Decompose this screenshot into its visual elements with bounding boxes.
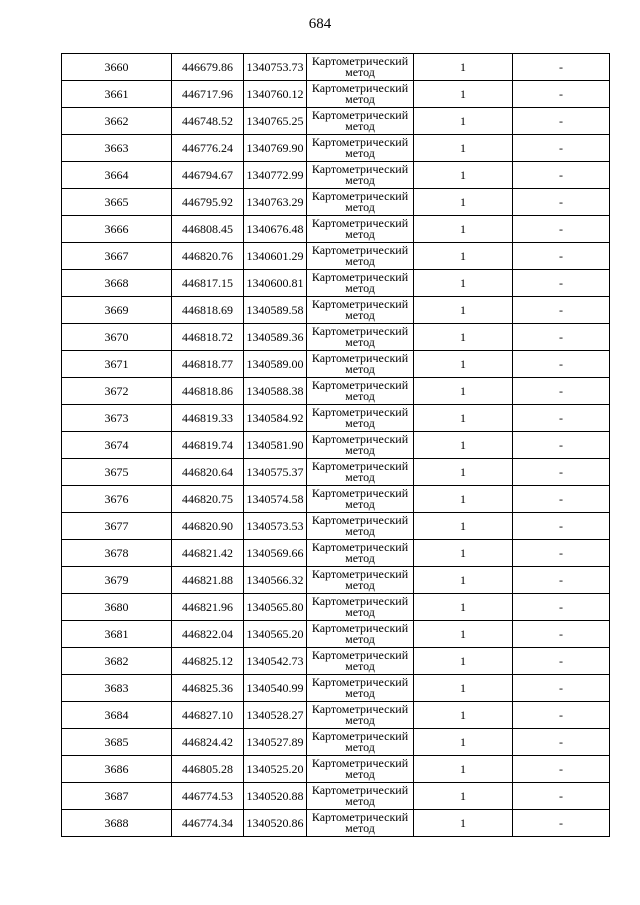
method-line-1: Картометрический bbox=[311, 810, 409, 824]
method-line-1: Картометрический bbox=[311, 783, 409, 797]
accuracy-cell: 1 bbox=[414, 810, 513, 837]
note-cell: - bbox=[513, 540, 610, 567]
y-coordinate-cell: 1340575.37 bbox=[244, 459, 307, 486]
method-cell bbox=[307, 648, 414, 675]
x-coordinate-cell: 446795.92 bbox=[172, 189, 244, 216]
y-coordinate-cell: 1340573.53 bbox=[244, 513, 307, 540]
x-coordinate-cell: 446794.67 bbox=[172, 162, 244, 189]
method-line-2: метод bbox=[345, 362, 375, 376]
method-line-2: метод bbox=[345, 308, 375, 322]
point-number-cell: 3660 bbox=[62, 54, 172, 81]
method-line-2: метод bbox=[345, 227, 375, 241]
x-coordinate-cell: 446818.72 bbox=[172, 324, 244, 351]
accuracy-cell: 1 bbox=[414, 675, 513, 702]
x-coordinate-cell: 446818.77 bbox=[172, 351, 244, 378]
point-number-cell: 3680 bbox=[62, 594, 172, 621]
method-line-2: метод bbox=[345, 767, 375, 781]
x-coordinate-cell: 446821.42 bbox=[172, 540, 244, 567]
table-row bbox=[62, 729, 610, 756]
accuracy-cell: 1 bbox=[414, 351, 513, 378]
y-coordinate-cell: 1340525.20 bbox=[244, 756, 307, 783]
y-coordinate-cell: 1340589.36 bbox=[244, 324, 307, 351]
method-line-2: метод bbox=[345, 821, 375, 835]
point-number-cell: 3686 bbox=[62, 756, 172, 783]
method-line-1: Картометрический bbox=[311, 162, 409, 176]
method-line-2: метод bbox=[345, 659, 375, 673]
method-line-2: метод bbox=[345, 254, 375, 268]
y-coordinate-cell: 1340581.90 bbox=[244, 432, 307, 459]
accuracy-cell: 1 bbox=[414, 459, 513, 486]
x-coordinate-cell: 446748.52 bbox=[172, 108, 244, 135]
point-number-cell: 3662 bbox=[62, 108, 172, 135]
table-row bbox=[62, 540, 610, 567]
method-line-1: Картометрический bbox=[311, 324, 409, 338]
x-coordinate-cell: 446774.34 bbox=[172, 810, 244, 837]
y-coordinate-cell: 1340769.90 bbox=[244, 135, 307, 162]
note-cell: - bbox=[513, 270, 610, 297]
note-cell: - bbox=[513, 594, 610, 621]
accuracy-cell: 1 bbox=[414, 54, 513, 81]
method-line-1: Картометрический bbox=[311, 594, 409, 608]
accuracy-cell: 1 bbox=[414, 189, 513, 216]
y-coordinate-cell: 1340527.89 bbox=[244, 729, 307, 756]
table-row bbox=[62, 216, 610, 243]
method-line-1: Картометрический bbox=[311, 135, 409, 149]
accuracy-cell: 1 bbox=[414, 621, 513, 648]
point-number-cell: 3681 bbox=[62, 621, 172, 648]
y-coordinate-cell: 1340589.00 bbox=[244, 351, 307, 378]
method-line-2: метод bbox=[345, 389, 375, 403]
y-coordinate-cell: 1340584.92 bbox=[244, 405, 307, 432]
table-row bbox=[62, 567, 610, 594]
method-line-2: метод bbox=[345, 713, 375, 727]
method-cell bbox=[307, 459, 414, 486]
accuracy-cell: 1 bbox=[414, 702, 513, 729]
point-number-cell: 3682 bbox=[62, 648, 172, 675]
y-coordinate-cell: 1340574.58 bbox=[244, 486, 307, 513]
point-number-cell: 3685 bbox=[62, 729, 172, 756]
y-coordinate-cell: 1340601.29 bbox=[244, 243, 307, 270]
x-coordinate-cell: 446820.64 bbox=[172, 459, 244, 486]
note-cell: - bbox=[513, 135, 610, 162]
page-number: 684 bbox=[308, 16, 332, 32]
accuracy-cell: 1 bbox=[414, 486, 513, 513]
point-number-cell: 3666 bbox=[62, 216, 172, 243]
method-line-2: метод bbox=[345, 497, 375, 511]
accuracy-cell: 1 bbox=[414, 81, 513, 108]
point-number-cell: 3675 bbox=[62, 459, 172, 486]
method-cell bbox=[307, 81, 414, 108]
method-line-1: Картометрический bbox=[311, 81, 409, 95]
y-coordinate-cell: 1340588.38 bbox=[244, 378, 307, 405]
method-line-1: Картометрический bbox=[311, 540, 409, 554]
note-cell: - bbox=[513, 216, 610, 243]
table-row bbox=[62, 405, 610, 432]
method-cell bbox=[307, 405, 414, 432]
method-line-1: Картометрический bbox=[311, 567, 409, 581]
method-line-1: Картометрический bbox=[311, 108, 409, 122]
y-coordinate-cell: 1340565.20 bbox=[244, 621, 307, 648]
table-row bbox=[62, 324, 610, 351]
point-number-cell: 3678 bbox=[62, 540, 172, 567]
note-cell: - bbox=[513, 756, 610, 783]
method-cell bbox=[307, 216, 414, 243]
point-number-cell: 3671 bbox=[62, 351, 172, 378]
note-cell: - bbox=[513, 729, 610, 756]
point-number-cell: 3688 bbox=[62, 810, 172, 837]
method-line-1: Картометрический bbox=[311, 513, 409, 527]
accuracy-cell: 1 bbox=[414, 297, 513, 324]
accuracy-cell: 1 bbox=[414, 270, 513, 297]
note-cell: - bbox=[513, 459, 610, 486]
point-number-cell: 3687 bbox=[62, 783, 172, 810]
table-row bbox=[62, 270, 610, 297]
y-coordinate-cell: 1340569.66 bbox=[244, 540, 307, 567]
method-cell bbox=[307, 675, 414, 702]
note-cell: - bbox=[513, 432, 610, 459]
note-cell: - bbox=[513, 648, 610, 675]
method-cell bbox=[307, 108, 414, 135]
x-coordinate-cell: 446822.04 bbox=[172, 621, 244, 648]
method-cell bbox=[307, 756, 414, 783]
table-row bbox=[62, 702, 610, 729]
method-line-2: метод bbox=[345, 794, 375, 808]
point-number-cell: 3683 bbox=[62, 675, 172, 702]
method-cell bbox=[307, 432, 414, 459]
x-coordinate-cell: 446818.86 bbox=[172, 378, 244, 405]
note-cell: - bbox=[513, 702, 610, 729]
method-cell bbox=[307, 243, 414, 270]
point-number-cell: 3684 bbox=[62, 702, 172, 729]
y-coordinate-cell: 1340589.58 bbox=[244, 297, 307, 324]
x-coordinate-cell: 446821.96 bbox=[172, 594, 244, 621]
x-coordinate-cell: 446819.74 bbox=[172, 432, 244, 459]
method-line-1: Картометрический bbox=[311, 54, 409, 68]
x-coordinate-cell: 446820.76 bbox=[172, 243, 244, 270]
point-number-cell: 3679 bbox=[62, 567, 172, 594]
note-cell: - bbox=[513, 162, 610, 189]
table-row bbox=[62, 621, 610, 648]
x-coordinate-cell: 446818.69 bbox=[172, 297, 244, 324]
x-coordinate-cell: 446808.45 bbox=[172, 216, 244, 243]
accuracy-cell: 1 bbox=[414, 378, 513, 405]
point-number-cell: 3676 bbox=[62, 486, 172, 513]
x-coordinate-cell: 446824.42 bbox=[172, 729, 244, 756]
note-cell: - bbox=[513, 621, 610, 648]
method-line-1: Картометрический bbox=[311, 432, 409, 446]
accuracy-cell: 1 bbox=[414, 216, 513, 243]
method-line-2: метод bbox=[345, 416, 375, 430]
table-row bbox=[62, 675, 610, 702]
method-line-1: Картометрический bbox=[311, 702, 409, 716]
method-cell bbox=[307, 351, 414, 378]
method-line-1: Картометрический bbox=[311, 189, 409, 203]
table-row bbox=[62, 810, 610, 837]
point-number-cell: 3673 bbox=[62, 405, 172, 432]
note-cell: - bbox=[513, 108, 610, 135]
method-cell bbox=[307, 54, 414, 81]
method-line-2: метод bbox=[345, 524, 375, 538]
x-coordinate-cell: 446817.15 bbox=[172, 270, 244, 297]
method-cell bbox=[307, 513, 414, 540]
method-cell bbox=[307, 189, 414, 216]
method-line-1: Картометрический bbox=[311, 729, 409, 743]
coordinates-table-body bbox=[62, 54, 610, 837]
y-coordinate-cell: 1340676.48 bbox=[244, 216, 307, 243]
method-line-2: метод bbox=[345, 200, 375, 214]
note-cell: - bbox=[513, 243, 610, 270]
table-row bbox=[62, 243, 610, 270]
note-cell: - bbox=[513, 810, 610, 837]
point-number-cell: 3674 bbox=[62, 432, 172, 459]
accuracy-cell: 1 bbox=[414, 756, 513, 783]
y-coordinate-cell: 1340763.29 bbox=[244, 189, 307, 216]
note-cell: - bbox=[513, 189, 610, 216]
y-coordinate-cell: 1340528.27 bbox=[244, 702, 307, 729]
x-coordinate-cell: 446819.33 bbox=[172, 405, 244, 432]
method-cell bbox=[307, 324, 414, 351]
method-line-2: метод bbox=[345, 119, 375, 133]
method-cell bbox=[307, 540, 414, 567]
method-line-1: Картометрический bbox=[311, 459, 409, 473]
x-coordinate-cell: 446679.86 bbox=[172, 54, 244, 81]
y-coordinate-cell: 1340520.86 bbox=[244, 810, 307, 837]
y-coordinate-cell: 1340753.73 bbox=[244, 54, 307, 81]
method-line-1: Картометрический bbox=[311, 243, 409, 257]
point-number-cell: 3670 bbox=[62, 324, 172, 351]
y-coordinate-cell: 1340760.12 bbox=[244, 81, 307, 108]
method-line-2: метод bbox=[345, 740, 375, 754]
x-coordinate-cell: 446820.75 bbox=[172, 486, 244, 513]
x-coordinate-cell: 446774.53 bbox=[172, 783, 244, 810]
note-cell: - bbox=[513, 513, 610, 540]
method-line-1: Картометрический bbox=[311, 621, 409, 635]
x-coordinate-cell: 446825.36 bbox=[172, 675, 244, 702]
method-line-1: Картометрический bbox=[311, 486, 409, 500]
note-cell: - bbox=[513, 351, 610, 378]
point-number-cell: 3677 bbox=[62, 513, 172, 540]
point-number-cell: 3672 bbox=[62, 378, 172, 405]
method-cell bbox=[307, 486, 414, 513]
note-cell: - bbox=[513, 783, 610, 810]
method-cell bbox=[307, 702, 414, 729]
coordinates-table bbox=[61, 53, 610, 837]
accuracy-cell: 1 bbox=[414, 513, 513, 540]
method-cell bbox=[307, 378, 414, 405]
accuracy-cell: 1 bbox=[414, 783, 513, 810]
method-line-2: метод bbox=[345, 605, 375, 619]
method-line-1: Картометрический bbox=[311, 648, 409, 662]
method-cell bbox=[307, 729, 414, 756]
table-row bbox=[62, 351, 610, 378]
method-line-1: Картометрический bbox=[311, 378, 409, 392]
accuracy-cell: 1 bbox=[414, 567, 513, 594]
note-cell: - bbox=[513, 54, 610, 81]
accuracy-cell: 1 bbox=[414, 432, 513, 459]
point-number-cell: 3667 bbox=[62, 243, 172, 270]
point-number-cell: 3661 bbox=[62, 81, 172, 108]
accuracy-cell: 1 bbox=[414, 135, 513, 162]
note-cell: - bbox=[513, 405, 610, 432]
method-cell bbox=[307, 621, 414, 648]
method-line-1: Картометрический bbox=[311, 351, 409, 365]
note-cell: - bbox=[513, 297, 610, 324]
method-line-2: метод bbox=[345, 281, 375, 295]
table-row bbox=[62, 756, 610, 783]
method-line-2: метод bbox=[345, 173, 375, 187]
x-coordinate-cell: 446825.12 bbox=[172, 648, 244, 675]
method-line-2: метод bbox=[345, 65, 375, 79]
x-coordinate-cell: 446776.24 bbox=[172, 135, 244, 162]
method-cell bbox=[307, 270, 414, 297]
accuracy-cell: 1 bbox=[414, 729, 513, 756]
accuracy-cell: 1 bbox=[414, 405, 513, 432]
table-row bbox=[62, 648, 610, 675]
y-coordinate-cell: 1340600.81 bbox=[244, 270, 307, 297]
y-coordinate-cell: 1340542.73 bbox=[244, 648, 307, 675]
method-cell bbox=[307, 162, 414, 189]
note-cell: - bbox=[513, 675, 610, 702]
method-line-2: метод bbox=[345, 578, 375, 592]
method-cell bbox=[307, 810, 414, 837]
method-line-2: метод bbox=[345, 92, 375, 106]
x-coordinate-cell: 446717.96 bbox=[172, 81, 244, 108]
y-coordinate-cell: 1340765.25 bbox=[244, 108, 307, 135]
method-line-2: метод bbox=[345, 551, 375, 565]
y-coordinate-cell: 1340520.88 bbox=[244, 783, 307, 810]
method-line-1: Картометрический bbox=[311, 297, 409, 311]
method-line-2: метод bbox=[345, 470, 375, 484]
accuracy-cell: 1 bbox=[414, 324, 513, 351]
table-row bbox=[62, 54, 610, 81]
method-line-1: Картометрический bbox=[311, 756, 409, 770]
table-row bbox=[62, 162, 610, 189]
table-row bbox=[62, 135, 610, 162]
note-cell: - bbox=[513, 378, 610, 405]
method-line-2: метод bbox=[345, 146, 375, 160]
method-line-1: Картометрический bbox=[311, 270, 409, 284]
y-coordinate-cell: 1340565.80 bbox=[244, 594, 307, 621]
x-coordinate-cell: 446805.28 bbox=[172, 756, 244, 783]
point-number-cell: 3668 bbox=[62, 270, 172, 297]
y-coordinate-cell: 1340772.99 bbox=[244, 162, 307, 189]
table-row bbox=[62, 189, 610, 216]
table-row bbox=[62, 513, 610, 540]
y-coordinate-cell: 1340566.32 bbox=[244, 567, 307, 594]
table-row bbox=[62, 459, 610, 486]
table-row bbox=[62, 432, 610, 459]
method-cell bbox=[307, 567, 414, 594]
note-cell: - bbox=[513, 324, 610, 351]
accuracy-cell: 1 bbox=[414, 108, 513, 135]
table-row bbox=[62, 297, 610, 324]
accuracy-cell: 1 bbox=[414, 162, 513, 189]
point-number-cell: 3669 bbox=[62, 297, 172, 324]
note-cell: - bbox=[513, 486, 610, 513]
accuracy-cell: 1 bbox=[414, 594, 513, 621]
note-cell: - bbox=[513, 567, 610, 594]
accuracy-cell: 1 bbox=[414, 540, 513, 567]
x-coordinate-cell: 446827.10 bbox=[172, 702, 244, 729]
method-line-1: Картометрический bbox=[311, 675, 409, 689]
note-cell: - bbox=[513, 81, 610, 108]
method-line-2: метод bbox=[345, 686, 375, 700]
accuracy-cell: 1 bbox=[414, 648, 513, 675]
point-number-cell: 3664 bbox=[62, 162, 172, 189]
method-line-2: метод bbox=[345, 632, 375, 646]
table-row bbox=[62, 378, 610, 405]
point-number-cell: 3665 bbox=[62, 189, 172, 216]
method-cell bbox=[307, 783, 414, 810]
method-line-1: Картометрический bbox=[311, 216, 409, 230]
table-row bbox=[62, 486, 610, 513]
point-number-cell: 3663 bbox=[62, 135, 172, 162]
table-row bbox=[62, 81, 610, 108]
y-coordinate-cell: 1340540.99 bbox=[244, 675, 307, 702]
method-line-1: Картометрический bbox=[311, 405, 409, 419]
method-cell bbox=[307, 594, 414, 621]
accuracy-cell: 1 bbox=[414, 243, 513, 270]
method-cell bbox=[307, 135, 414, 162]
table-row bbox=[62, 783, 610, 810]
method-line-2: метод bbox=[345, 335, 375, 349]
table-row bbox=[62, 108, 610, 135]
x-coordinate-cell: 446820.90 bbox=[172, 513, 244, 540]
method-cell bbox=[307, 297, 414, 324]
x-coordinate-cell: 446821.88 bbox=[172, 567, 244, 594]
table-row bbox=[62, 594, 610, 621]
method-line-2: метод bbox=[345, 443, 375, 457]
